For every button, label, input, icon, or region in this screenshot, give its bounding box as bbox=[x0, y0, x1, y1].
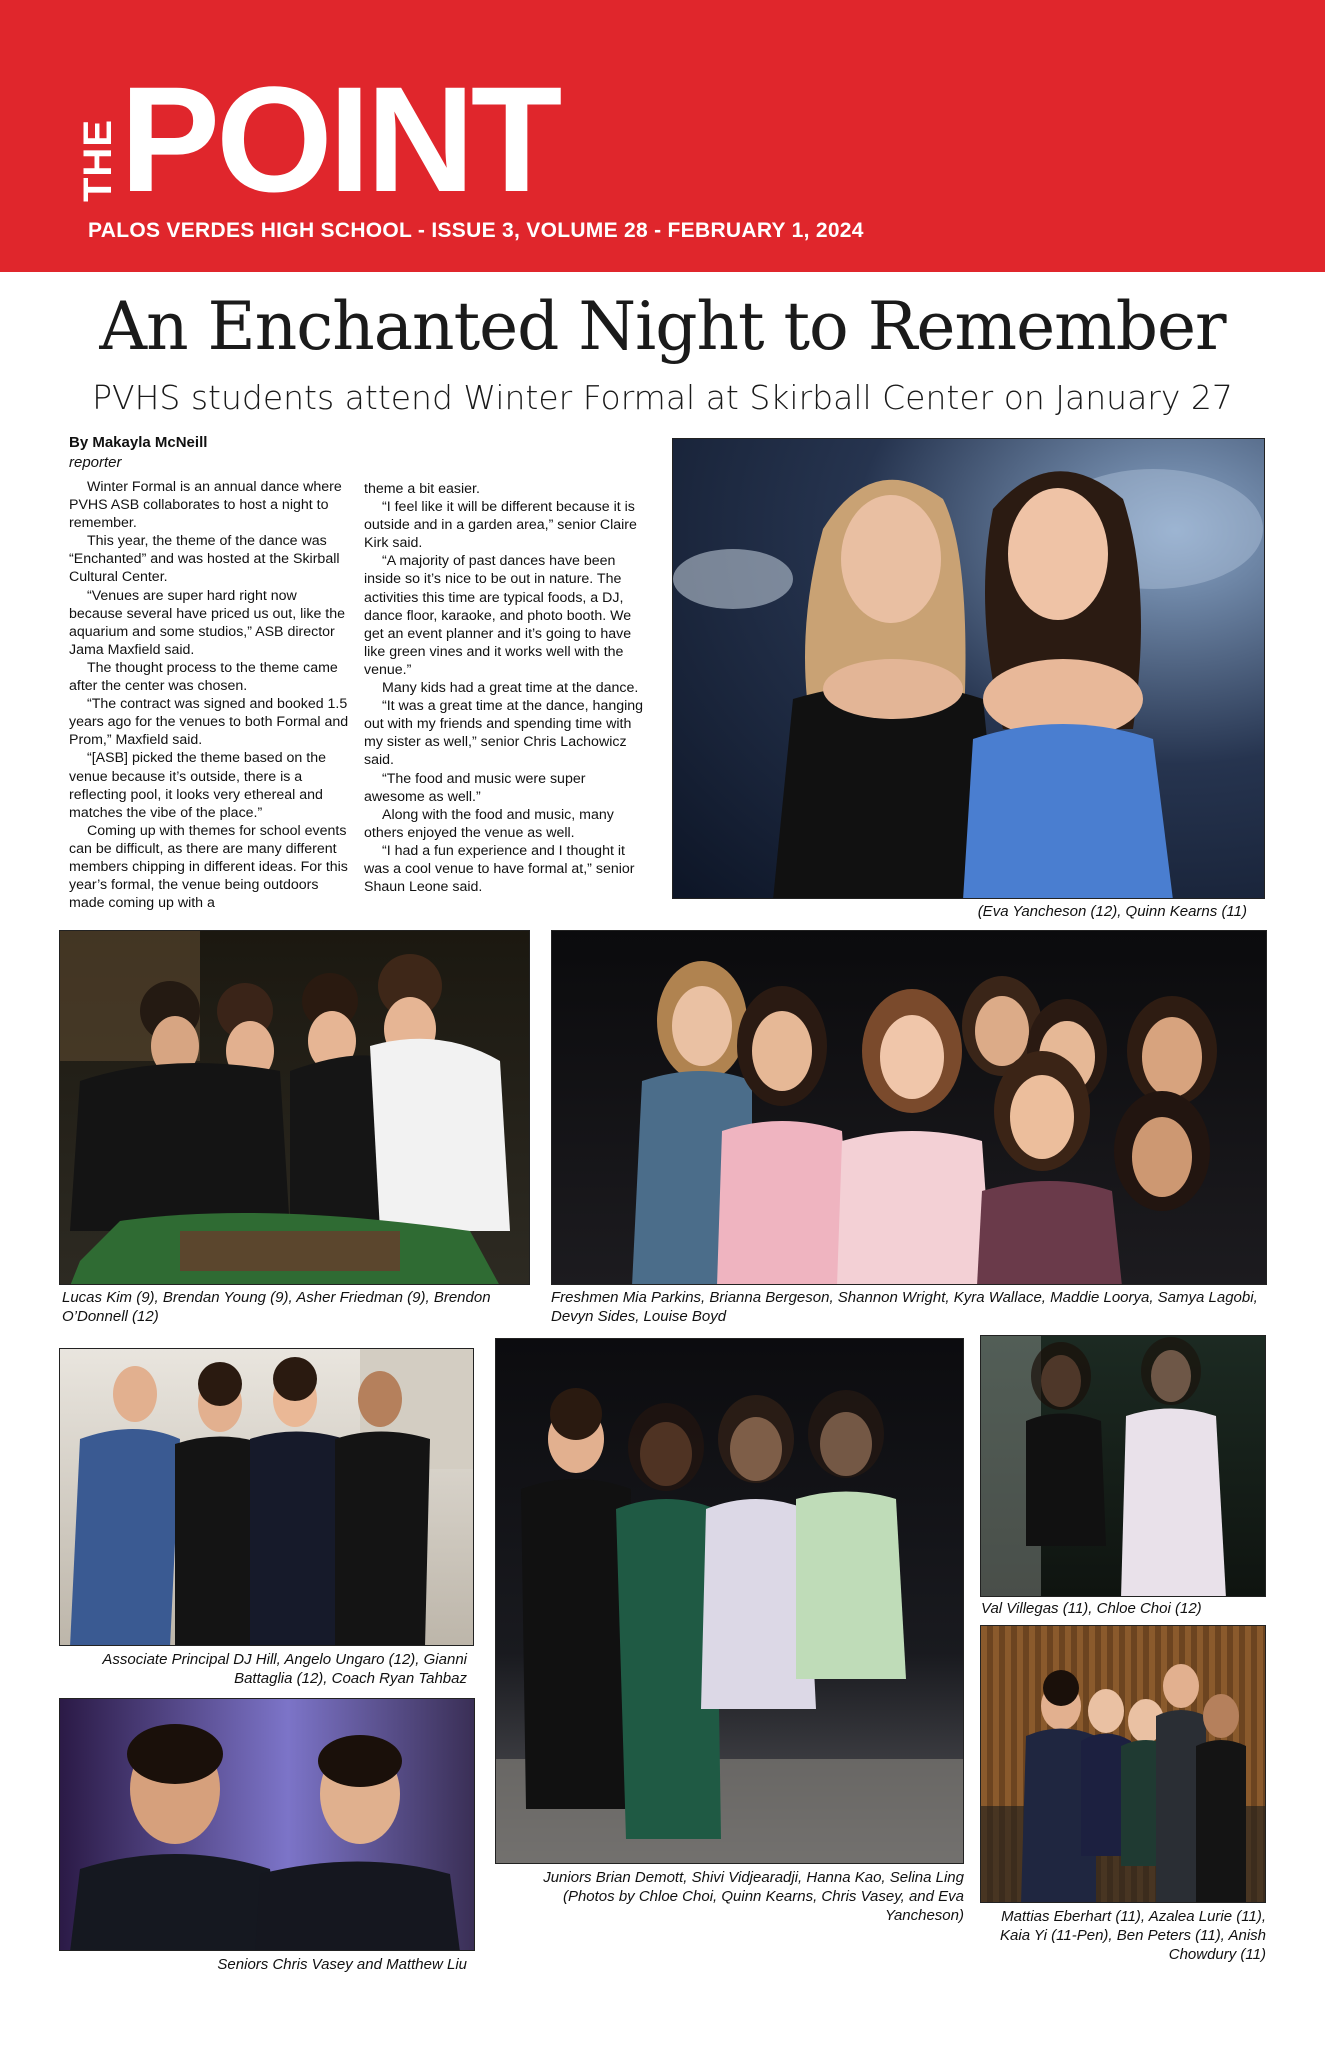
paragraph: “It was a great time at the dance, hanging out with my friends and spending time with my sister as well,” senior Chris Lachowicz said. bbox=[364, 698, 644, 769]
photo-group-illustration bbox=[981, 1626, 1266, 1903]
paragraph: “The contract was signed and booked 1.5 years ago for the venues to both Formal and Prom,” Maxfield said. bbox=[69, 696, 349, 749]
photo-main-illustration bbox=[673, 439, 1265, 899]
photo-freshmen-illustration bbox=[552, 931, 1267, 1285]
paragraph: “I feel like it will be different because it is outside and in a garden area,” senior Claire Kirk said. bbox=[364, 499, 637, 552]
paragraph: “Venues are super hard right now because several have priced us out, like the aquarium and some studios,” ASB director Jama Maxfield said. bbox=[69, 587, 346, 658]
masthead-the: THE bbox=[76, 119, 120, 202]
paragraph: “A majority of past dances have been inside so it’s nice to be out in nature. The activities this time are typical foods, a DJ, dance floor, karaoke, and photo booth. We get an event planner and it’s going to have like green vines and it works well with the venue.” bbox=[364, 553, 632, 678]
photo-juniors-caption: Juniors Brian Demott, Shivi Vidjearadji, Hanna Kao, Selina Ling (Photos by Chloe Choi, Quinn Kearns, Chris Vasey, and Eva Yancheson) bbox=[543, 1869, 964, 1924]
photo-roulette bbox=[59, 930, 530, 1285]
photo-roulette-caption: Lucas Kim (9), Brendan Young (9), Asher Friedman (9), Brendon O’Donnell (12) bbox=[62, 1289, 491, 1325]
article-column-2 bbox=[364, 480, 649, 896]
photo-staff bbox=[59, 1348, 474, 1646]
paragraph: Many kids had a great time at the dance. bbox=[382, 680, 639, 697]
subhead: PVHS students attend Winter Formal at Skirball Center on January 27 bbox=[92, 378, 1233, 417]
headline: An Enchanted Night to Remember bbox=[99, 288, 1226, 365]
photo-seniors bbox=[59, 1698, 475, 1951]
photo-group bbox=[980, 1625, 1266, 1903]
photo-karaoke-illustration bbox=[981, 1336, 1266, 1597]
photo-juniors-illustration bbox=[496, 1339, 964, 1864]
photo-freshmen bbox=[551, 930, 1267, 1285]
photo-roulette-illustration bbox=[60, 931, 530, 1285]
paragraph: theme a bit easier. bbox=[364, 481, 480, 497]
photo-seniors-caption: Seniors Chris Vasey and Matthew Liu bbox=[217, 1956, 467, 1973]
photo-karaoke bbox=[980, 1335, 1266, 1597]
paragraph: “I had a fun experience and I thought it was a cool venue to have formal at,” senior Shaun Leone said. bbox=[364, 842, 635, 896]
photo-juniors bbox=[495, 1338, 964, 1864]
photo-karaoke-caption: Val Villegas (11), Chloe Choi (12) bbox=[981, 1600, 1202, 1617]
photo-main bbox=[672, 438, 1265, 899]
photo-seniors-illustration bbox=[60, 1699, 475, 1951]
paragraph: This year, the theme of the dance was “Enchanted” and was hosted at the Skirball Cultural Center. bbox=[69, 533, 340, 586]
masthead-title: POINT bbox=[120, 55, 559, 223]
issue-line: PALOS VERDES HIGH SCHOOL - ISSUE 3, VOLUME 28 - FEBRUARY 1, 2024 bbox=[88, 219, 864, 242]
paragraph: “[ASB] picked the theme based on the venue because it’s outside, there is a reflecting pool, it looks very ethereal and matches the vibe of the place.” bbox=[69, 750, 326, 821]
paragraph: Coming up with themes for school events can be difficult, as there are many different members chipping in different ideas. For this year’s formal, the venue being outdoors made coming up with a bbox=[69, 822, 348, 912]
photo-group-caption: Mattias Eberhart (11), Azalea Lurie (11), Kaia Yi (11-Pen), Ben Peters (11), Anish Chowdury (11) bbox=[1000, 1908, 1266, 1963]
photo-main-caption: (Eva Yancheson (12), Quinn Kearns (11) bbox=[977, 903, 1247, 920]
article-column-1 bbox=[69, 478, 349, 912]
paragraph: Winter Formal is an annual dance where PVHS ASB collaborates to host a night to remember. bbox=[69, 479, 342, 532]
paragraph: The thought process to the theme came after the center was chosen. bbox=[69, 659, 338, 695]
paragraph: Along with the food and music, many others enjoyed the venue as well. bbox=[364, 806, 614, 841]
paragraph: “The food and music were super awesome as well.” bbox=[364, 770, 586, 805]
photo-freshmen-caption: Freshmen Mia Parkins, Brianna Bergeson, Shannon Wright, Kyra Wallace, Maddie Loorya, Samya Lagobi, Devyn Sides, Louise Boyd bbox=[551, 1289, 1258, 1325]
byline: By Makayla McNeill bbox=[69, 434, 208, 451]
photo-staff-caption: Associate Principal DJ Hill, Angelo Ungaro (12), Gianni Battaglia (12), Coach Ryan Tahbaz bbox=[102, 1651, 467, 1687]
masthead bbox=[0, 0, 1325, 272]
byline-role: reporter bbox=[69, 454, 122, 471]
photo-staff-illustration bbox=[60, 1349, 474, 1646]
